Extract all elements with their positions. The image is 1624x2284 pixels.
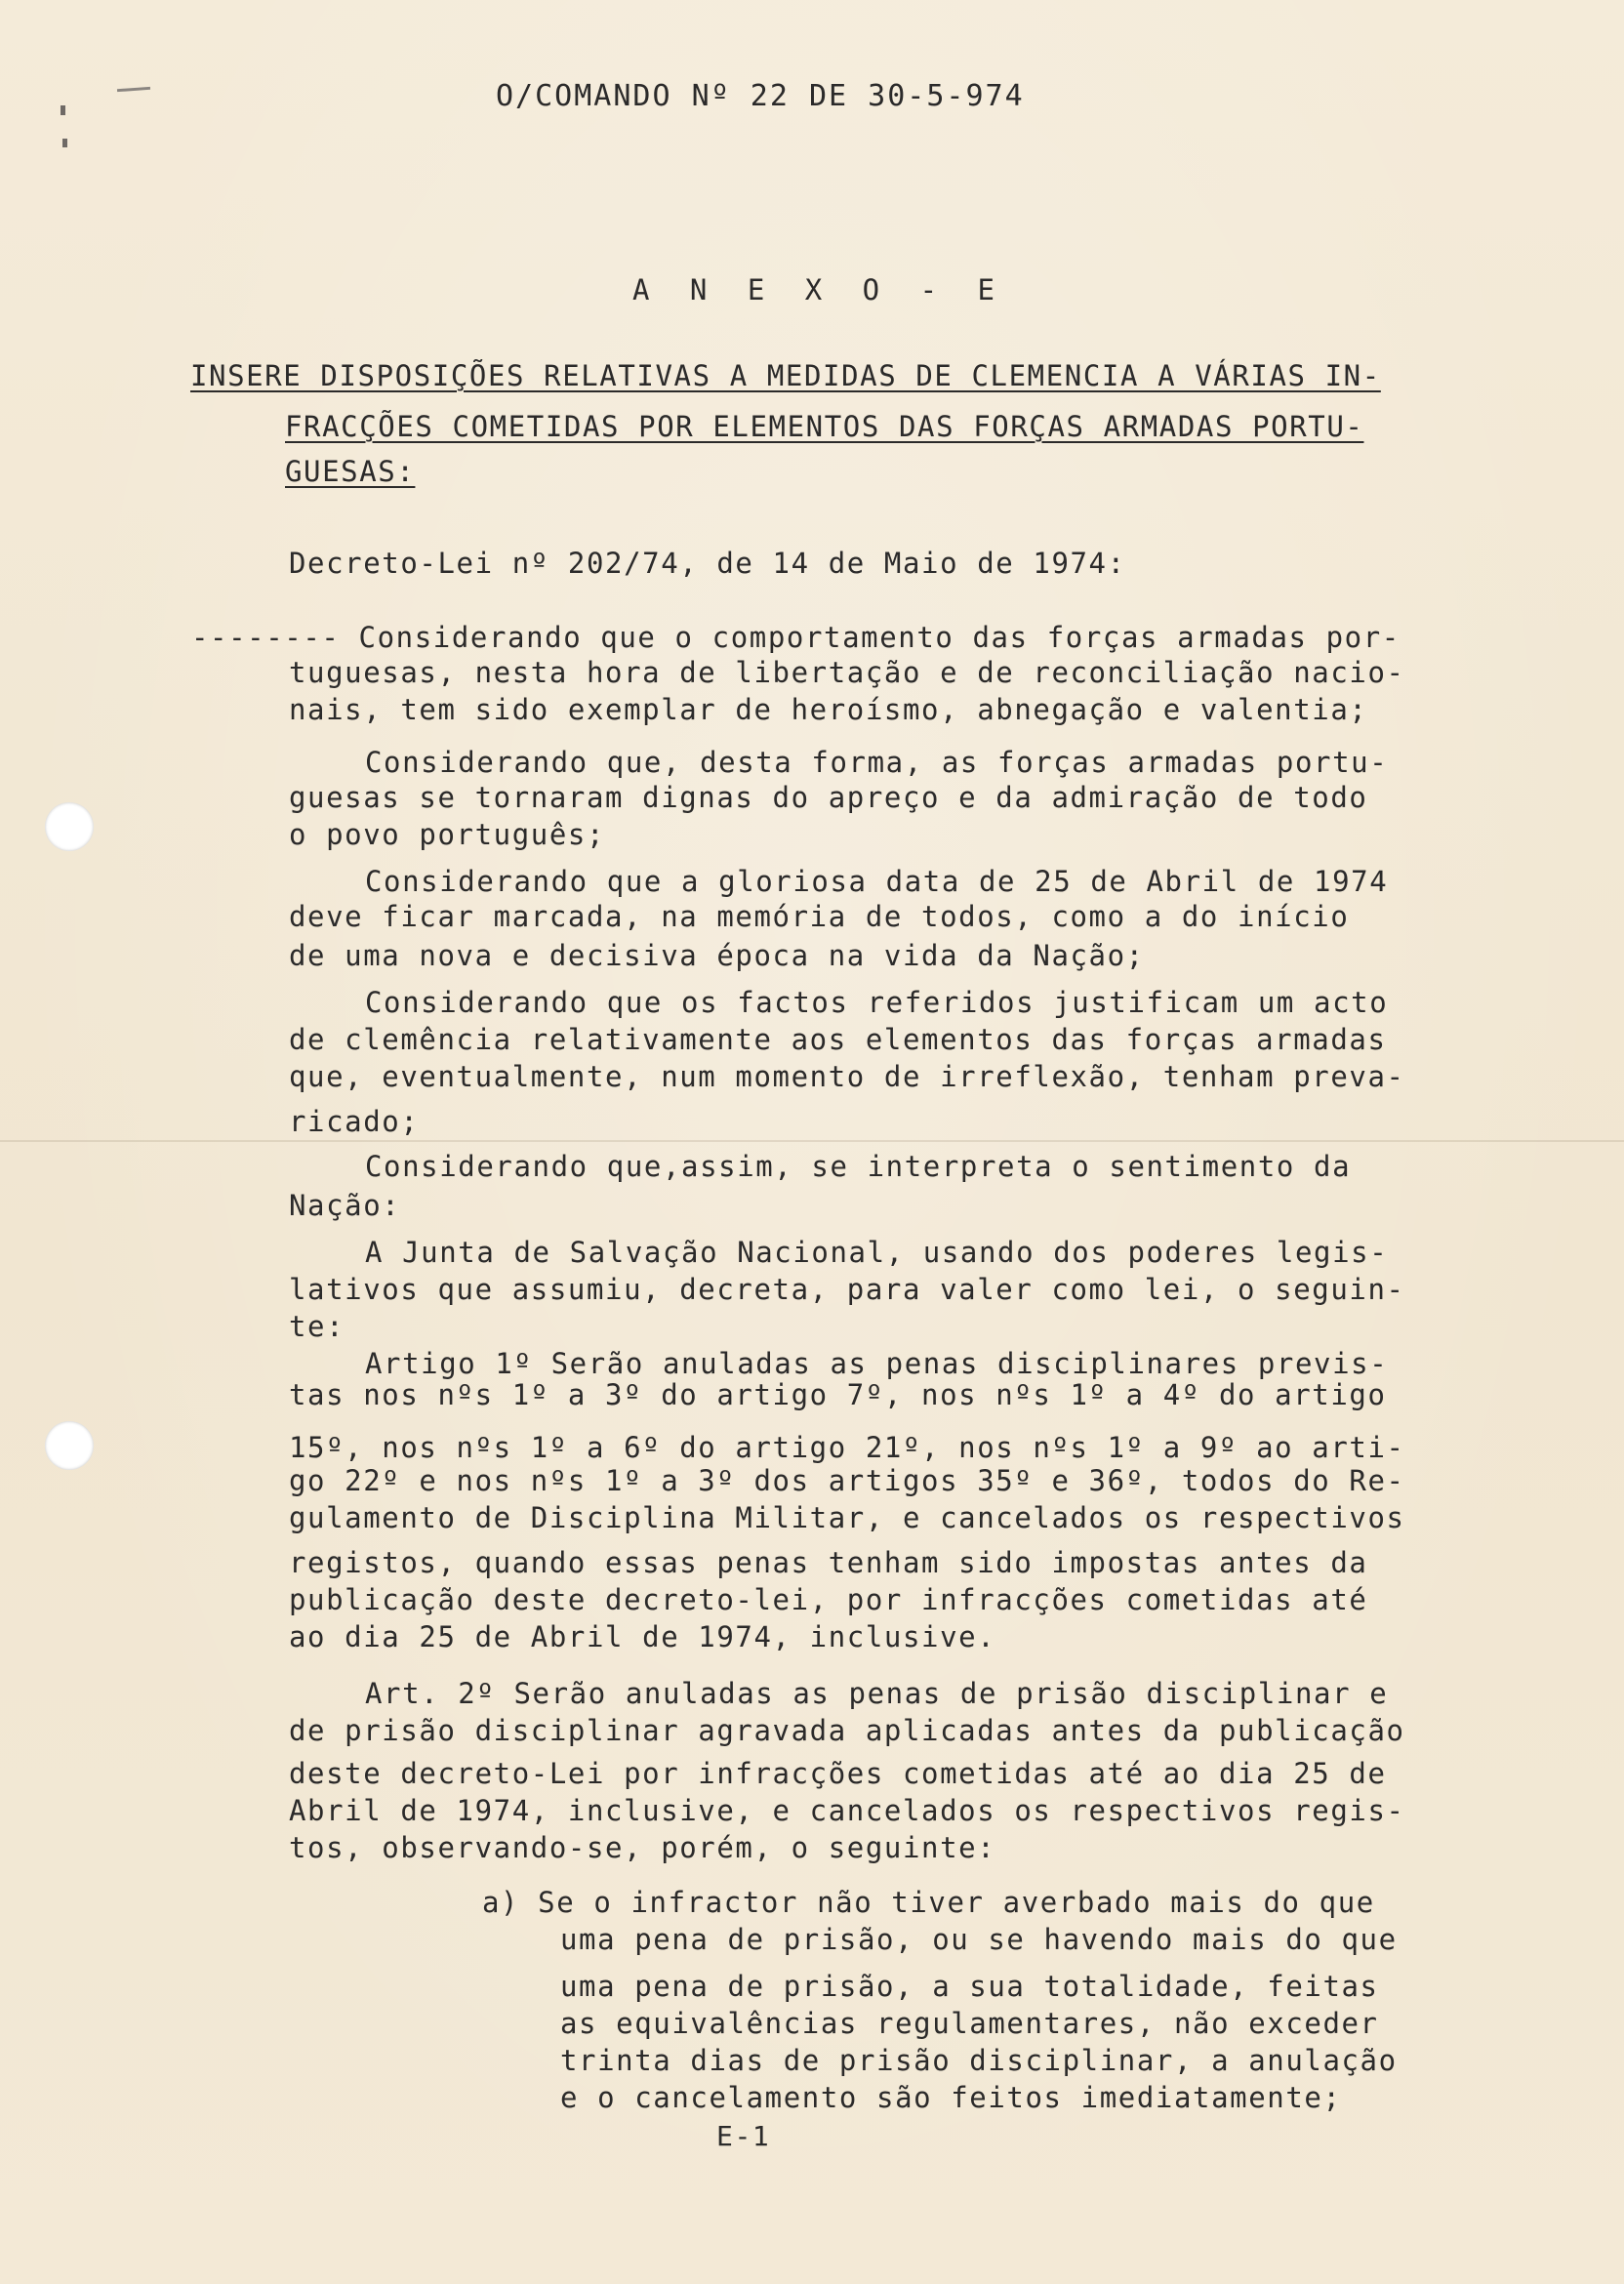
title-line-3: GUESAS:: [285, 455, 416, 488]
body-line: deste decreto-Lei por infracções cometidas até ao dia 25 de: [289, 1757, 1387, 1790]
item-a-line: uma pena de prisão, ou se havendo mais do que: [560, 1923, 1398, 1956]
body-line: tos, observando-se, porém, o seguinte:: [289, 1831, 996, 1864]
body-line: ricado;: [289, 1105, 420, 1138]
title-line-1: INSERE DISPOSIÇÕES RELATIVAS A MEDIDAS DE CLEMENCIA A VÁRIAS IN-: [190, 359, 1381, 392]
body-line: Art. 2º Serão anuladas as penas de prisão disciplinar e: [365, 1677, 1389, 1710]
decree-heading: Decreto-Lei nº 202/74, de 14 de Maio de 1974:: [289, 547, 1126, 580]
item-a-line: a) Se o infractor não tiver averbado mais do que: [482, 1886, 1375, 1919]
body-line: Nação:: [289, 1189, 401, 1222]
item-a-line: uma pena de prisão, a sua totalidade, feitas: [560, 1970, 1379, 2003]
body-line: de prisão disciplinar agravada aplicadas antes da publicação: [289, 1714, 1405, 1747]
fold-crease: [0, 1140, 1624, 1142]
staple-mark: [117, 87, 150, 92]
annex-label: A N E X O - E: [632, 273, 1006, 306]
body-line: nais, tem sido exemplar de heroísmo, abnegação e valentia;: [289, 693, 1368, 726]
punch-hole-top: [45, 802, 94, 851]
body-line: lativos que assumiu, decreta, para valer como lei, o seguin-: [289, 1273, 1405, 1306]
body-line: Considerando que, desta forma, as forças armadas portu-: [365, 746, 1389, 779]
item-a-line: trinta dias de prisão disciplinar, a anulação: [560, 2044, 1398, 2077]
body-line: que, eventualmente, num momento de irreflexão, tenham preva-: [289, 1060, 1405, 1093]
body-line: de uma nova e decisiva época na vida da Nação;: [289, 939, 1145, 972]
body-line: Abril de 1974, inclusive, e cancelados os respectivos regis-: [289, 1794, 1405, 1827]
page-number: E-1: [716, 2120, 771, 2152]
item-a-line: e o cancelamento são feitos imediatamente;: [560, 2081, 1342, 2114]
body-line: A Junta de Salvação Nacional, usando dos poderes legis-: [365, 1236, 1389, 1269]
ink-speck: [61, 105, 65, 115]
body-line: te:: [289, 1310, 345, 1343]
document-reference: O/COMANDO Nº 22 DE 30-5-974: [496, 79, 1025, 113]
body-line: tuguesas, nesta hora de libertação e de reconciliação nacio-: [289, 656, 1405, 689]
punch-hole-bottom: [45, 1421, 94, 1470]
body-line: deve ficar marcada, na memória de todos, como a do início: [289, 900, 1350, 933]
body-line: Considerando que a gloriosa data de 25 de Abril de 1974: [365, 865, 1389, 898]
body-line: o povo português;: [289, 818, 606, 851]
body-line: 15º, nos nºs 1º a 6º do artigo 21º, nos nºs 1º a 9º ao arti-: [289, 1431, 1405, 1464]
ink-speck: [62, 139, 67, 147]
item-a-line: as equivalências regulamentares, não exceder: [560, 2007, 1379, 2040]
body-line: de clemência relativamente aos elementos das forças armadas: [289, 1023, 1387, 1056]
body-line: gulamento de Disciplina Militar, e cancelados os respectivos: [289, 1501, 1405, 1534]
body-line: Artigo 1º Serão anuladas as penas disciplinares previs-: [365, 1347, 1389, 1380]
body-line: Considerando que os factos referidos justificam um acto: [365, 986, 1389, 1019]
body-line: tas nos nºs 1º a 3º do artigo 7º, nos nºs 1º a 4º do artigo: [289, 1378, 1387, 1411]
body-line: go 22º e nos nºs 1º a 3º dos artigos 35º e 36º, todos do Re-: [289, 1464, 1405, 1497]
body-line: ao dia 25 de Abril de 1974, inclusive.: [289, 1620, 996, 1653]
body-line: registos, quando essas penas tenham sido impostas antes da: [289, 1546, 1368, 1579]
body-line: guesas se tornaram dignas do apreço e da admiração de todo: [289, 781, 1368, 814]
body-line: Considerando que,assim, se interpreta o sentimento da: [365, 1150, 1352, 1183]
body-line: publicação deste decreto-lei, por infracções cometidas até: [289, 1583, 1368, 1616]
body-line: -------- Considerando que o comportamento das forças armadas por-: [191, 621, 1401, 654]
title-line-2: FRACÇÕES COMETIDAS POR ELEMENTOS DAS FORÇAS ARMADAS PORTU-: [285, 410, 1364, 443]
